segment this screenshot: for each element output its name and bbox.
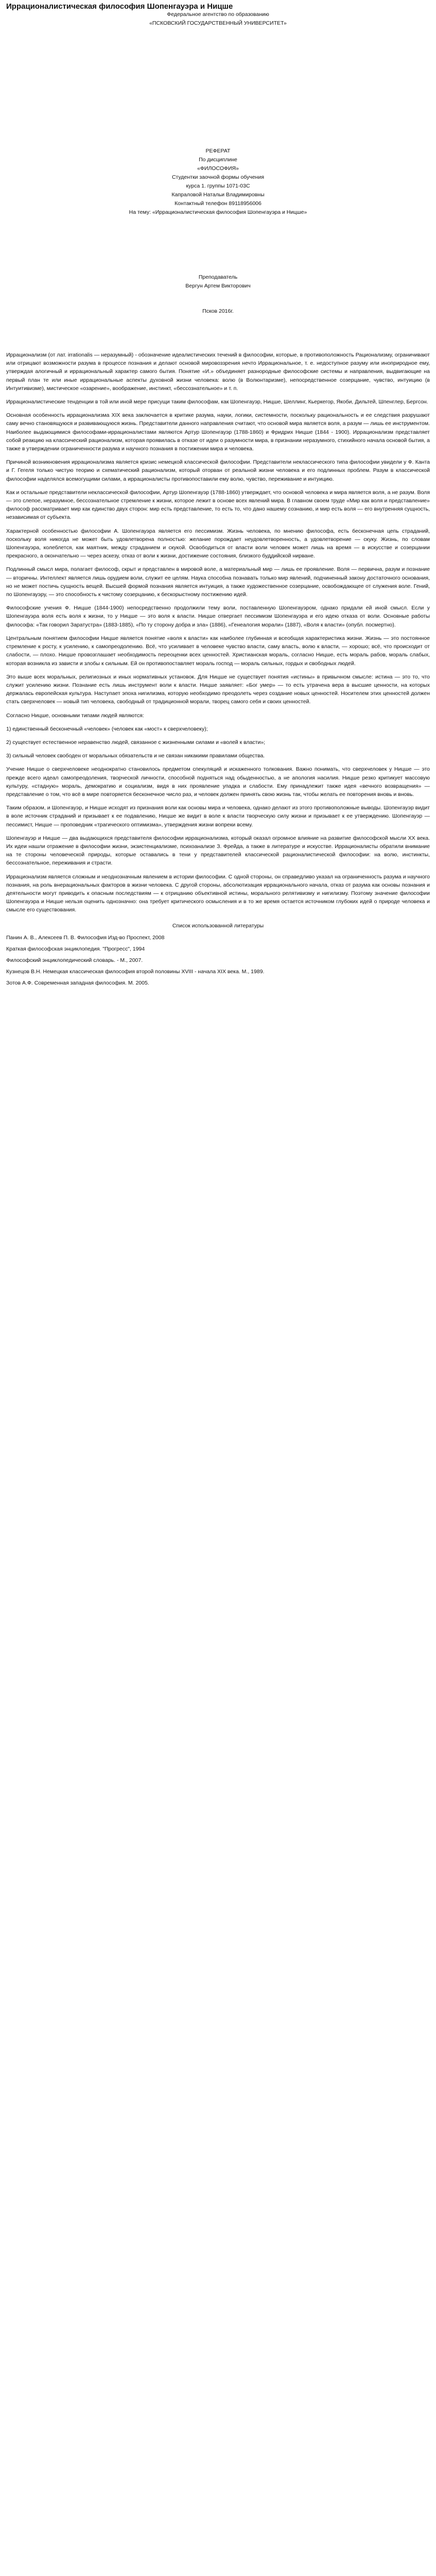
- paragraph: Характерной особенностью философии А. Шопенгауэра является его пессимизм. Жизнь человека, по мнению философа, есть бесконечная цепь страданий, поскольку воля никогда не может быть удовлетворена полностью: желание порождает неудовлетворенность, а удовлетворение — скуку. Жизнь, по словам Шопенгауэра, колеблется, как маятник, между страданием и скукой. Освободиться от власти воли человек может лишь на время — в искусстве и созерцании прекрасного, а окончательно — через аскезу, отказ от воли к жизни, достижение состояния, близкого буддийской нирване.: [6, 528, 430, 560]
- paragraph: Шопенгауэр и Ницше — два выдающихся представителя философии иррационализма, который оказал огромное влияние на развитие философской мысли XX века. Их идеи нашли отражение в философии жизни, экзистенциализме, психоанализе З. Фрейда, а также в литературе и искусстве. Иррационалисты обратили внимание на те стороны человеческой природы, которые оставались в тени у представителей классической рационалистической философии: на волю, инстинкты, бессознательное, переживания и страсти.: [6, 835, 430, 867]
- paragraph: Это выше всех моральных, религиозных и иных нормативных установок. Для Ницше не существует понятия «истины» в привычном смысле: истина — это то, что служит усилению жизни. Познание есть лишь инструмент воли к власти. Ницше заявляет: «Бог умер» — то есть утрачена вера в высшие ценности, на которых держалась европейская культура. Наступает эпоха нигилизма, которую необходимо преодолеть через создание новых ценностей. Носителем этих ценностей должен стать сверхчеловек — новый тип человека, свободный от традиционной морали, творец самого себя и своих ценностей.: [6, 673, 430, 705]
- teacher-label: Преподаватель: [198, 274, 238, 280]
- paragraph: Учение Ницше о сверхчеловеке неоднократно становилось предметом спекуляций и искаженного толкования. Важно понимать, что сверхчеловек у Ницше — это прежде всего идеал самопреодоления, творческой личности, способной подняться над обыденностью, а не апология насилия. Ницше резко критикует массовую культуру, «стадную» мораль, демократию и социализм, видя в них проявление упадка и слабости. Ему принадлежит также идея «вечного возвращения» — представление о том, что всё в мире повторяется бесконечное число раз, и человек должен принять свою жизнь так, чтобы желать ее повторения вновь и вновь.: [6, 766, 430, 798]
- paragraph: Таким образом, и Шопенгауэр, и Ницше исходят из признания воли как основы мира и человека, однако делают из этого противоположные выводы. Шопенгауэр видит в воле источник страданий и призывает к ее подавлению, Ницше же видит в воле к власти творческую силу жизни и призывает к ее утверждению. Шопенгауэр — пессимист, Ницше — проповедник «трагического оптимизма», утверждения жизни вопреки всему.: [6, 805, 430, 828]
- paragraph: Иррационализм является сложным и неоднозначным явлением в истории философии. С одной стороны, он справедливо указал на ограниченность разума и научного познания, на роль внерациональных факторов в жизни человека. С другой стороны, абсолютизация иррационального начала, отказ от разума как основы познания и деятельности могут приводить к опасным последствиям — к отрицанию объективной истины, морального релятивизму и нигилизму. Поэтому значение философии Шопенгауэра и Ницше нельзя оценить однозначно: она требует критического осмысления и в то же время остается источником глубоких идей о природе человека и смысле его существования.: [6, 873, 430, 913]
- paragraph: Иррационализм (от лат. irrationalis — неразумный) - обозначение идеалистических течений в философии, которые, в противоположность Рационализму, ограничивают или отрицают возможности разума в процессе познания и делают основой мировоззрения нечто Иррациональное, т. е. недоступное разуму или иноприродное ему, утверждая алогичный и иррациональный характер самого бытия. Понятие «И.» объединяет разнородные философские системы и направления, выдвигающие на первый план те или иные иррациональные аспекты духовной жизни человека: волю (в Волюнтаризме), непосредственное созерцание, чувство, интуицию (в Интуитивизме), мистическое «озарение», воображение, инстинкт, «бессознательное» и т. п.: [6, 352, 430, 392]
- paragraph: Подлинный смысл мира, полагает философ, скрыт и представлен в мировой воле, а материальный мир — лишь ее проявление. Воля — первична, разум и познание — вторичны. Интеллект является лишь орудием воли, служит ее целям. Наука способна познавать только мир явлений, подчиненный закону достаточного основания, но не может постичь сущность вещей. Высшей формой познания является интуиция, а также художественное созерцание, освобождающее от служения воле. Гений, по Шопенгауэру, — это способность к чистому созерцанию, к бескорыстному постижению идей.: [6, 566, 430, 598]
- reference-item: Краткая философская энциклопедия. "Прогресс", 1994: [6, 945, 145, 952]
- info-line: На тему: «Иррационалистическая философия Шопенгауэра и Ницше»: [129, 209, 307, 215]
- title-page-teacher: [6, 273, 430, 291]
- title-page-header: [6, 10, 430, 28]
- info-line: РЕФЕРАТ: [205, 148, 231, 154]
- paragraph: Согласно Ницше, основными типами людей являются:: [6, 712, 144, 719]
- info-line: «ФИЛОСОФИЯ»: [197, 165, 239, 172]
- paragraph: Иррационалистические тенденции в той или иной мере присущи таким философам, как Шопенгауэр, Ницше, Шеллинг, Кьеркегор, Якоби, Дильтей, Шпенглер, Бергсон.: [6, 399, 428, 405]
- paragraph: 3) сильный человек свободен от моральных обязательств и не связан никакими правилами общества.: [6, 753, 265, 759]
- paragraph: Как и остальные представители неклассической философии, Артур Шопенгауэр (1788-1860) утверждает, что основой человека и мира является воля, а не разум. Воля — это слепое, неразумное, бессознательное стремление к жизни, которое лежит в основе всех явлений мира. В главном своем труде «Мир как воля и представление» философ рассматривает мир как единство двух сторон: мир есть представление, то есть то, что дано нашему сознанию, и мир есть воля — его внутренняя сущность, независимая от субъекта.: [6, 489, 430, 521]
- info-line: По дисциплине: [199, 157, 237, 163]
- reference-item: Кузнецов В.Н. Немецкая классическая философия второй половины XVIII - начала XIX века. М., 1989.: [6, 969, 265, 975]
- paragraph: Центральным понятием философии Ницше является понятие «воля к власти» как наиболее глубинная и всеобщая характеристика жизни. Жизнь — это постоянное стремление к росту, к усилению, к самопреодолению. Всё, что усиливает в человеке чувство власти, саму власть, волю к власти, — хорошо; всё, что происходит от слабости, — плохо. Ницше провозглашает необходимость переоценки всех ценностей. Христианская мораль, согласно Ницше, есть мораль рабов, мораль слабых, которая возникла из зависти и злобы к сильным. Ей он противопоставляет мораль господ — мораль сильных, гордых и свободных людей.: [6, 635, 430, 667]
- university-line: «ПСКОВСКИЙ ГОСУДАРСТВЕННЫЙ УНИВЕРСИТЕТ»: [149, 20, 287, 26]
- references-list: [6, 934, 430, 988]
- essay-content: [6, 307, 430, 991]
- teacher-name: Вергун Артем Викторович: [185, 283, 251, 289]
- info-line: Студентки заочной формы обучения: [171, 174, 265, 180]
- page-title: Иррационалистическая философия Шопенгауэра и Ницше: [6, 2, 233, 11]
- paragraph: 2) существует естественное неравенство людей, связанное с жизненными силами и «волей к власти»;: [6, 739, 266, 745]
- paragraph: Основная особенность иррационализма XIX века заключается в критике разума, науки, логики, системности, поскольку рациональность и ее следствия разрушают саму вечно становящуюся и развивающуюся жизнь. Представители данного направления считают, что основой мира является воля, а разум — лишь ее инструментом. Наиболее выдающимися философами-иррационалистами являются Артур Шопенгауэр (1788-1860) и Фридрих Ницше (1844 - 1900). Иррационализм представляет собой реакцию на классический рационализм, которая проявилась в отказе от идеи о разумности мира, в признании неразумного, стихийного начала основой бытия, а также в утверждении ограниченности разума и научного познания в постижении мира и человека.: [6, 412, 430, 452]
- essay-body: [6, 351, 430, 914]
- agency-line: Федеральное агентство по образованию: [167, 11, 269, 18]
- paragraph: Причиной возникновения иррационализма является кризис немецкой классической философии. Представители неклассического типа философии увидели у Ф. Канта и Г. Гегеля только чистую теорию и схематический рационализм, который оторван от реальной жизни человека и его подлинных проблем. Разум в классической философии наделялся всемогущими силами, а иррационалисты противопоставили ему волю, чувство, переживание и интуицию.: [6, 459, 430, 482]
- reference-item: Зотов А.Ф. Современная западная философия. М. 2005.: [6, 980, 149, 987]
- paragraph: Философские учения Ф. Ницше (1844-1900) непосредственно продолжили тему воли, поставленную Шопенгауэром, однако придали ей иной смысл. Если у Шопенгауэра воля есть воля к жизни, то у Ницше — это воля к власти. Ницше отвергает пессимизм Шопенгауэра и его идею отказа от воли. Основные работы философа: «Так говорил Заратустра» (1883-1885), «По ту сторону добра и зла» (1886), «Генеалогия морали» (1887), «Воля к власти» (опубл. посмертно).: [6, 605, 430, 628]
- reference-item: Панин А. В., Алексеев П. В. Философия Изд-во Проспект, 2008: [6, 934, 165, 941]
- city-year: Псков 2016г.: [202, 308, 234, 314]
- references-title: Список использованной литературы: [172, 922, 264, 929]
- paragraph: 1) единственный бесконечный «человек» (человек как «мост» к сверхчеловеку);: [6, 725, 208, 732]
- reference-item: Философский энциклопедический словарь. - М., 2007.: [6, 957, 143, 963]
- info-line: Капраловой Натальи Владимировны: [171, 192, 265, 198]
- info-line: Контактный телефон 89118956006: [175, 200, 261, 207]
- title-page-info: [6, 147, 430, 217]
- info-line: курса 1. группы 1071-03С: [186, 183, 250, 189]
